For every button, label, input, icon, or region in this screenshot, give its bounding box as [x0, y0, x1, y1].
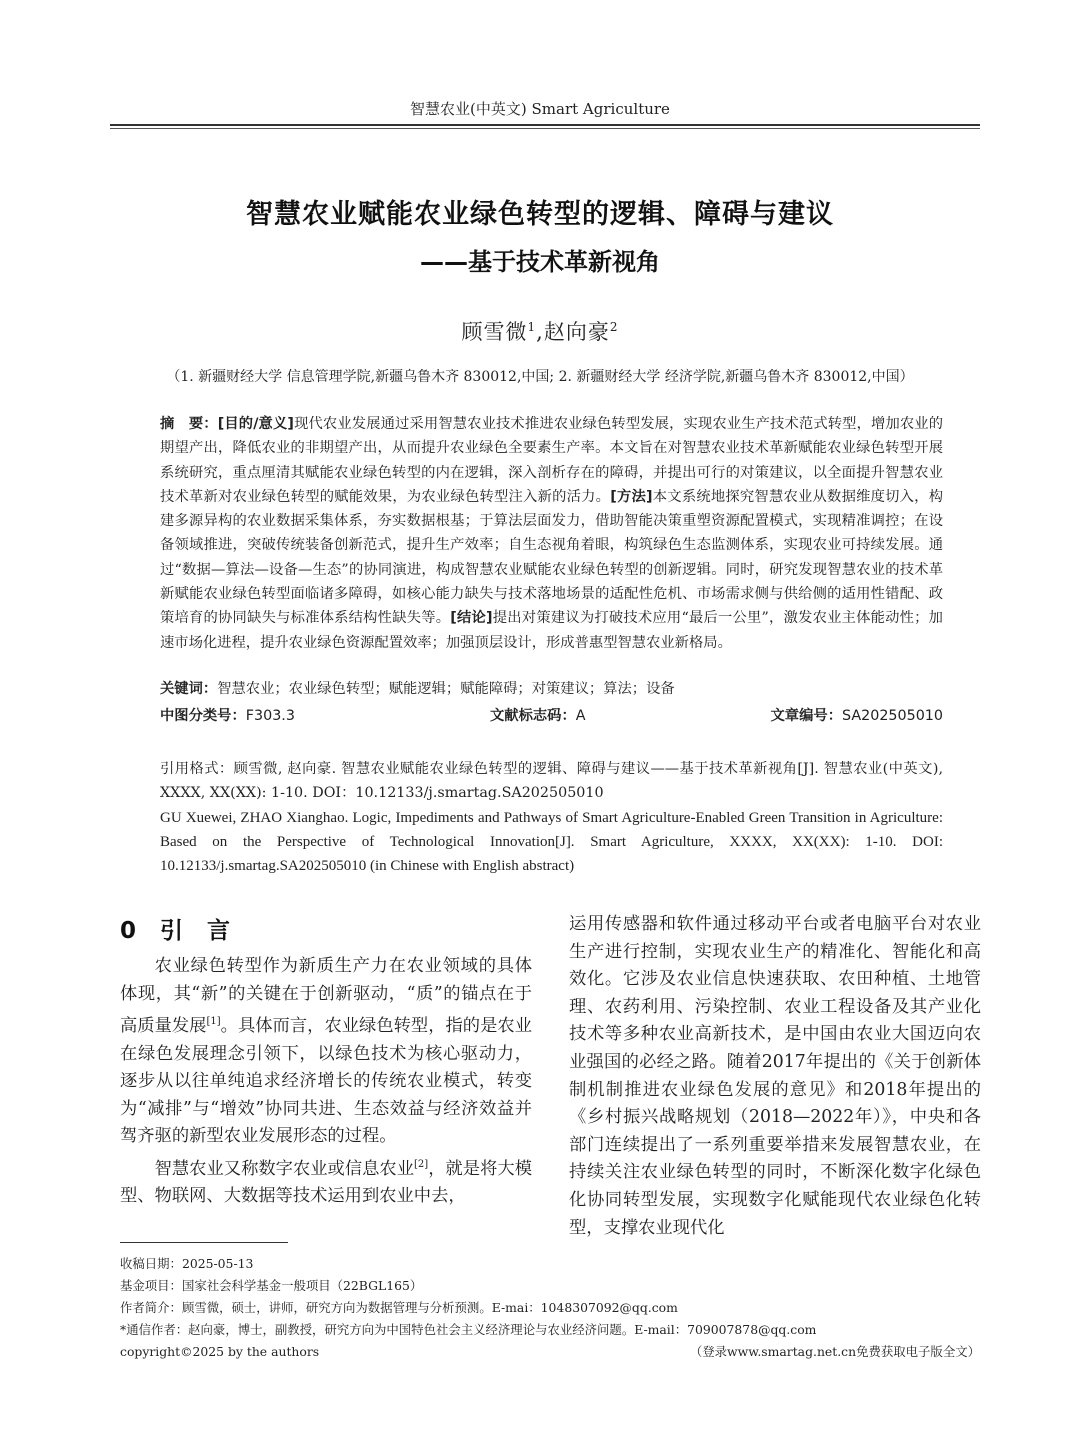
footnote-copyright: copyright©2025 by the authors — [120, 1344, 320, 1359]
body-text: 农业绿色转型作为新质生产力在农业领域的具体体现，其“新”的关键在于创新驱动，“质”的锚点在于高质量发展 — [120, 956, 532, 1036]
abstract-tag-method: [方法] — [610, 488, 653, 505]
abstract-text-conclusion: 提出对策建议为打破技术应用“最后一公里”，激发农业主体能动性；加速市场化进程，提升农业绿色资源配置效率；加强顶层设计，形成普惠型智慧农业新格局。 — [160, 610, 943, 651]
body-paragraph — [120, 953, 532, 1151]
reference-mark: [1] — [206, 1016, 221, 1028]
footnotes — [120, 1253, 980, 1363]
document-code — [490, 705, 586, 725]
body-paragraph — [120, 1151, 532, 1211]
affiliation-mark: 1 — [527, 320, 537, 334]
art-value: SA202505010 — [842, 708, 943, 724]
keywords-text: 智慧农业；农业绿色转型；赋能逻辑；赋能障碍；对策建议；算法；设备 — [217, 681, 675, 697]
body-column-left — [120, 953, 532, 1211]
header-rule-thin — [110, 128, 980, 129]
author-name: 顾雪微 — [461, 320, 528, 344]
author-separator: , — [536, 320, 544, 344]
journal-header: 智慧农业(中英文) Smart Agriculture — [410, 100, 670, 118]
body-text: 智慧农业又称数字农业或信息农业 — [154, 1158, 415, 1179]
clc-label: 中图分类号： — [160, 708, 246, 724]
keywords — [160, 678, 943, 698]
body-column-right — [569, 911, 981, 1242]
author-name: 赵向豪 — [543, 320, 610, 344]
article-number — [771, 705, 943, 725]
body-text: ，就是将大模型、物联网、大数据等技术运用到农业中去， — [120, 1158, 532, 1207]
abstract-text-purpose: 现代农业发展通过采用智慧农业技术推进农业绿色转型发展，实现农业生产技术范式转型，增加农业的期望产出，降低农业的非期望产出，从而提升农业绿色全要素生产率。本文旨在对智慧农业技术革新赋能农业绿色转型开展系统研究，重点厘清其赋能农业绿色转型的内在逻辑，深入剖析存在的障碍，并提出可行的对策建议，以全面提升智慧农业技术革新对农业绿色转型的赋能效果，为农业绿色转型注入新的活力。 — [160, 416, 944, 505]
author-line — [0, 316, 1080, 346]
footnote-author-bio: 作者简介：顾雪微，硕士，讲师，研究方向为数据管理与分析预测。E-mai：1048307092@qq.com — [120, 1300, 678, 1315]
footnote-fund: 基金项目：国家社会科学基金一般项目（22BGL165） — [120, 1278, 423, 1293]
citation-en: GU Xuewei, ZHAO Xianghao. Logic, Impediments and Pathways of Smart Agriculture-Enabled Green Transition in Agriculture: Based on the Perspective of Technological Innovation[J]. Smart Agriculture, XXXX, XX(XX): 1-10. DOI: 10.12133/j.smartag.SA202505010 (in Chinese with English abstract) — [160, 809, 943, 875]
header-rule — [110, 124, 980, 126]
abstract — [160, 412, 943, 655]
clc-number — [160, 705, 295, 725]
citation-block — [160, 757, 943, 878]
citation-cn: 引用格式：顾雪微, 赵向豪. 智慧农业赋能农业绿色转型的逻辑、障碍与建议——基于技术革新视角[J]. 智慧农业(中英文), XXXX, XX(XX): 1-10. DOI：10.12133/j.smartag.SA202505010 — [160, 761, 943, 802]
body-text: 。具体而言，农业绿色转型，指的是农业在绿色发展理念引领下，以绿色技术为核心驱动力，逐步从以往单纯追求经济增长的传统农业模式，转变为“减排”与“增效”协同共进、生态效益与经济效益并驾齐驱的新型农业发展形态的过程。 — [120, 1015, 532, 1147]
affiliation-mark: 2 — [609, 320, 619, 334]
doc-value: A — [575, 708, 586, 724]
section-heading: 0 引 言 — [120, 918, 239, 944]
abstract-tag-purpose: [目的/意义] — [217, 416, 294, 432]
keywords-label: 关键词： — [160, 681, 218, 697]
footnote-rule — [120, 1242, 288, 1243]
footnote-website: （登录www.smartag.net.cn免费获取电子版全文） — [689, 1344, 980, 1359]
reference-mark: [2] — [414, 1158, 429, 1170]
art-label: 文章编号： — [770, 708, 842, 724]
abstract-text-method: 本文系统地探究智慧农业从数据维度切入，构建多源异构的农业数据采集体系，夯实数据根基；于算法层面发力，借助智能决策重塑资源配置模式，实现精准调控；在设备领域推进，突破传统装备创新范式，提升生产效率；自生态视角着眼，构筑绿色生态监测体系，实现农业可持续发展。通过“数据—算法—设备—生态”的协同演进，构成智慧农业赋能农业绿色转型的创新逻辑。同时，研究发现智慧农业的技术革新赋能农业绿色转型面临诸多障碍，如核心能力缺失与技术落地场景的适配性危机、市场需求侧与供给侧的适用性错配、政策培育的协同缺失与标准体系结构性缺失等。 — [160, 488, 943, 627]
doc-label: 文献标志码： — [490, 708, 576, 724]
footnote-corresponding: *通信作者：赵向豪，博士，副教授，研究方向为中国特色社会主义经济理论与农业经济问题。E-mail：709007878@qq.com — [120, 1322, 817, 1337]
abstract-label: 摘 要： — [160, 416, 218, 432]
abstract-tag-conclusion: [结论] — [450, 610, 493, 627]
affiliations: （1. 新疆财经大学 信息管理学院,新疆乌鲁木齐 830012,中国; 2. 新疆财经大学 经济学院,新疆乌鲁木齐 830012,中国） — [166, 369, 914, 385]
footnote-received: 收稿日期：2025-05-13 — [120, 1256, 254, 1271]
paper-subtitle: ——基于技术革新视角 — [420, 248, 660, 276]
body-paragraph: 运用传感器和软件通过移动平台或者电脑平台对农业生产进行控制，实现农业生产的精准化、智能化和高效化。它涉及农业信息快速获取、农田种植、土地管理、农药利用、污染控制、农业工程设备及其产业化技术等多种农业高新技术，是中国由农业大国迈向农业强国的必经之路。随着2017年提出的《关于创新体制机制推进农业绿色发展的意见》和2018年提出的《乡村振兴战略规划（2018—2022年）》，中央和各部门连续提出了一系列重要举措来发展智慧农业，在持续关注农业绿色转型的同时，不断深化数字化绿色化协同转型发展，实现数字化赋能现代农业绿色化转型，支撑农业现代化 — [569, 914, 981, 1238]
clc-value: F303.3 — [245, 708, 295, 724]
paper-title: 智慧农业赋能农业绿色转型的逻辑、障碍与建议 — [246, 199, 834, 230]
